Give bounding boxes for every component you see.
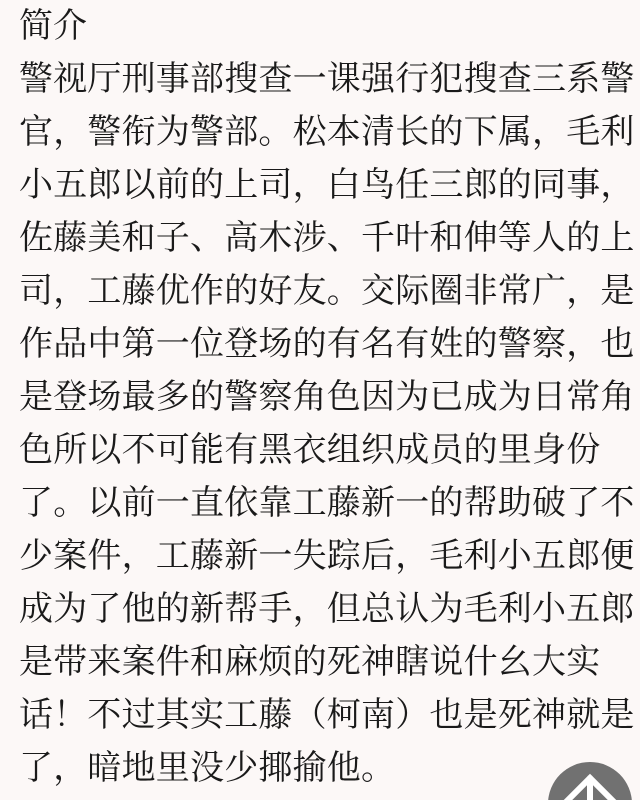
scroll-to-top-button[interactable] — [548, 762, 632, 800]
paragraph-line: 色所以不可能有黑衣组织成员的里身份 — [19, 431, 601, 469]
arrow-up-icon — [548, 762, 632, 800]
page-title: 简介 — [19, 7, 87, 45]
paragraph-line: 警视厅刑事部搜查一课强行犯搜查三系警 — [19, 60, 635, 98]
paragraph-line: 官，警衔为警部。松本清长的下属，毛利 — [19, 113, 635, 151]
paragraph-line: 话！不过其实工藤（柯南）也是死神就是 — [19, 696, 635, 734]
paragraph-line: 小五郎以前的上司，白鸟任三郎的同事， — [19, 166, 635, 204]
paragraph-line: 是登场最多的警察角色因为已成为日常角 — [19, 378, 635, 416]
paragraph-line: 作品中第一位登场的有名有姓的警察，也 — [19, 325, 635, 363]
article-body — [19, 0, 635, 795]
paragraph-line: 了，暗地里没少揶揄他。 — [19, 749, 396, 787]
paragraph-line: 是带来案件和麻烦的死神瞎说什幺大实 — [19, 643, 601, 681]
paragraph-line: 司，工藤优作的好友。交际圈非常广，是 — [19, 272, 635, 310]
paragraph-line: 佐藤美和子、高木涉、千叶和伸等人的上 — [19, 219, 635, 257]
paragraph-line: 了。以前一直依靠工藤新一的帮助破了不 — [19, 484, 635, 522]
paragraph-line: 成为了他的新帮手，但总认为毛利小五郎 — [19, 590, 635, 628]
paragraph-line: 少案件，工藤新一失踪后，毛利小五郎便 — [19, 537, 635, 575]
